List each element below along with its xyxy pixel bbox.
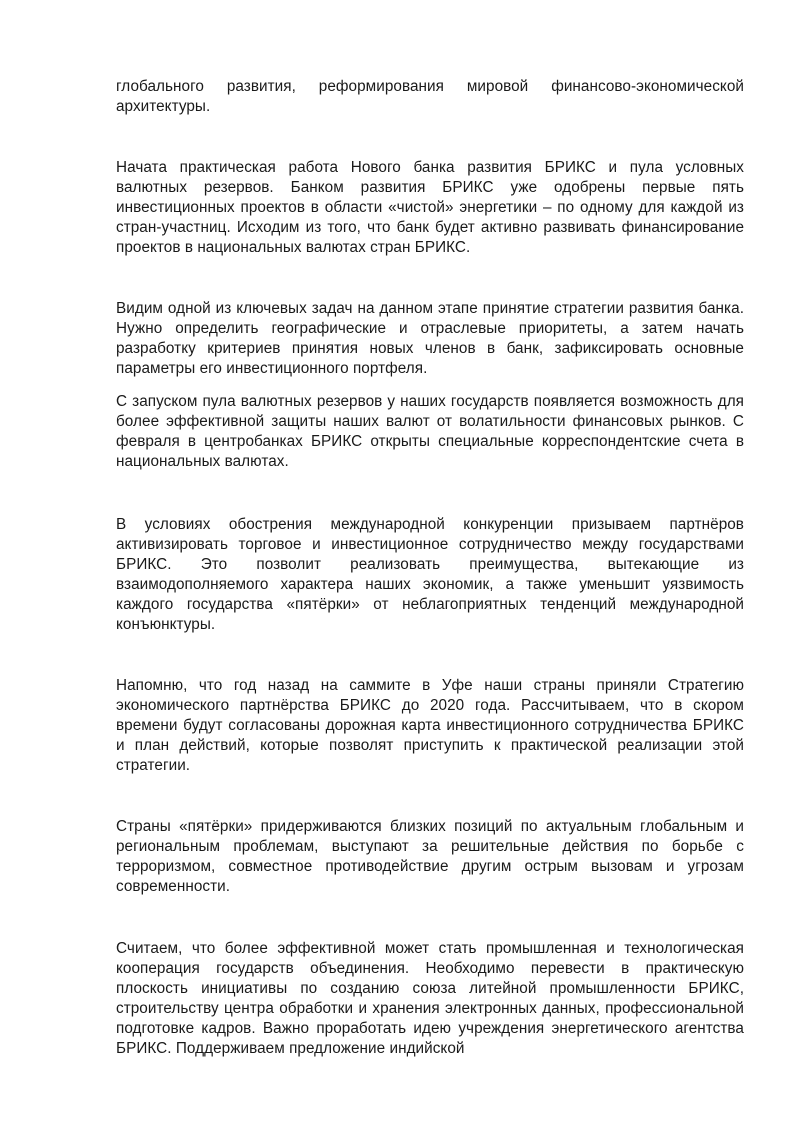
paragraph-4: С запуском пула валютных резервов у наших государств появляется возможность для более эффективной защиты наших валют от волатильности финансовых рынков. С февраля в центробанках БРИКС открыты специальные корреспондентские счета в национальных валютах. (116, 393, 744, 470)
paragraph-8: Считаем, что более эффективной может стать промышленная и технологическая кооперация государств объединения. Необходимо перевести в практическую плоскость инициативы по созданию союза литейной промышленности БРИКС, строительству центра обработки и хранения электронных данных, профессиональной подготовке кадров. Важно проработать идею учреждения энергетического агентства БРИКС. Поддерживаем предложение индийской (116, 940, 744, 1057)
paragraph-6: Напомню, что год назад на саммите в Уфе наши страны приняли Стратегию экономического партнёрства БРИКС до 2020 года. Рассчитываем, что в скором времени будут согласованы дорожная карта инвестиционного сотрудничества БРИКС и план действий, которые позволят приступить к практической реализации этой стратегии. (116, 677, 744, 774)
paragraph-1: глобального развития, реформирования мировой финансово-экономической архитектуры. (116, 78, 744, 115)
paragraph-3: Видим одной из ключевых задач на данном этапе принятие стратегии развития банка. Нужно определить географические и отраслевые приоритеты, а затем начать разработку критериев принятия новых членов в банк, зафиксировать основные параметры его инвестиционного портфеля. (116, 300, 744, 377)
paragraph-2: Начата практическая работа Нового банка развития БРИКС и пула условных валютных резервов. Банком развития БРИКС уже одобрены первые пять инвестиционных проектов в области «чистой» энергетики – по одному для каждой из стран-участниц. Исходим из того, что банк будет активно развивать финансирование проектов в национальных валютах стран БРИКС. (116, 159, 744, 256)
paragraph-5: В условиях обострения международной конкуренции призываем партнёров активизировать торговое и инвестиционное сотрудничество между государствами БРИКС. Это позволит реализовать преимущества, вытекающие из взаимодополняемого характера наших экономик, а также уменьшит уязвимость каждого государства «пятёрки» от неблагоприятных тенденций международной конъюнктуры. (116, 516, 744, 633)
paragraph-7: Страны «пятёрки» придерживаются близких позиций по актуальным глобальным и региональным проблемам, выступают за решительные действия по борьбе с терроризмом, совместное противодействие другим острым вызовам и угрозам современности. (116, 818, 744, 895)
